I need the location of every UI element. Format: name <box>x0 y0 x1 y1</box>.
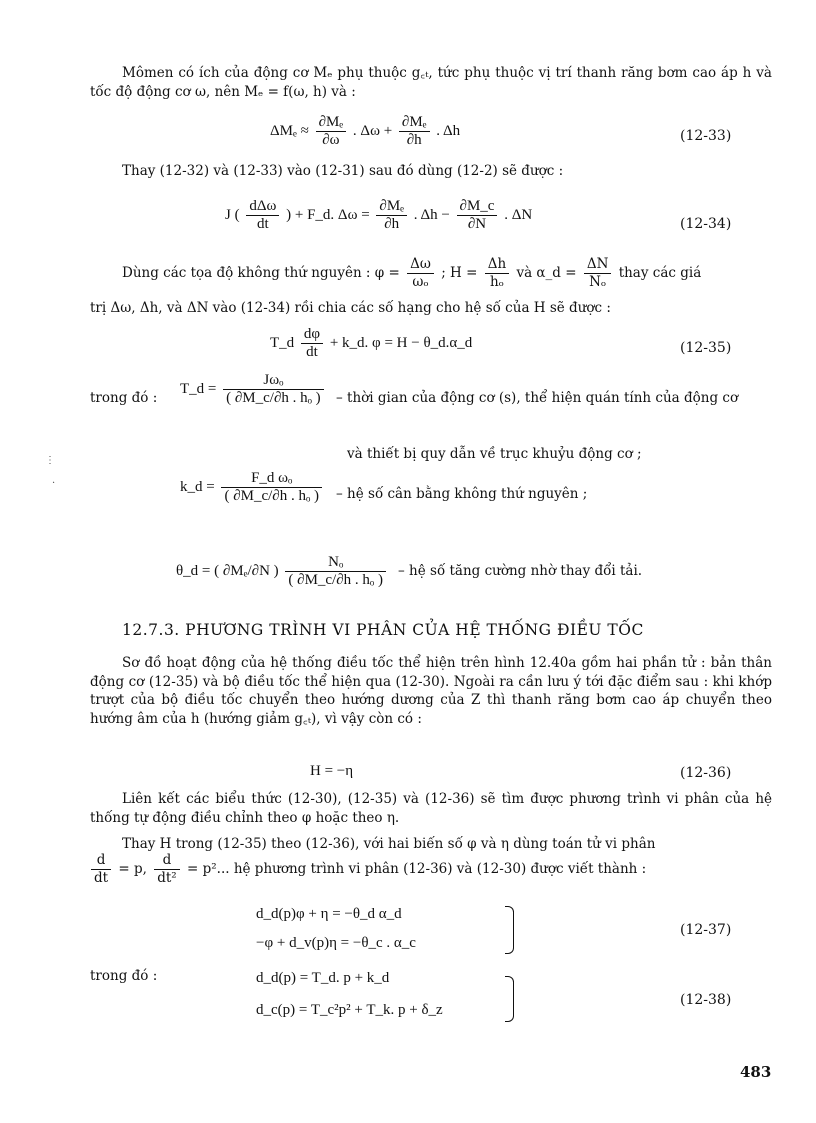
scan-speck: ⋮ <box>45 455 55 466</box>
eq34-frac2-den: ∂h <box>384 216 400 232</box>
theta-description: – hệ số tăng cường nhờ thay đổi tải. <box>398 563 643 579</box>
equation-number-12-35: (12-35) <box>680 340 732 356</box>
eq35-frac-den: dt <box>306 344 318 360</box>
eq34-tail: . ΔN <box>504 206 533 223</box>
scan-speck: · <box>52 478 56 489</box>
p3-frac3-den: Nₒ <box>589 274 607 290</box>
equation-number-12-33: (12-33) <box>680 128 732 144</box>
p3-frac2-den: hₒ <box>489 274 504 290</box>
p3-frac2-num: Δh <box>485 256 509 274</box>
equation-12-33 <box>270 114 460 149</box>
section-heading: 12.7.3. PHƯƠNG TRÌNH VI PHÂN CỦA HỆ THỐNG ĐIỀU TỐC <box>122 621 644 639</box>
eq34-open: J ( <box>225 206 240 223</box>
brace-12-38 <box>505 976 514 1022</box>
p6-mid: = p, <box>118 861 147 877</box>
theta-den: ( ∂M_c/∂h . hₒ ) <box>288 572 383 588</box>
equation-number-12-36: (12-36) <box>680 765 732 781</box>
eq33-frac1-num: ∂Mₑ <box>316 114 347 132</box>
eq35-frac-num: dφ <box>301 326 323 344</box>
definition-theta-d <box>176 554 389 589</box>
eq33-mid: . Δω + <box>352 122 393 139</box>
eq35-lhs: T_d <box>270 334 295 351</box>
kd-description: – hệ số cân bằng không thứ nguyên ; <box>336 486 588 502</box>
kd-den: ( ∂M_c/∂h . hₒ ) <box>224 488 320 504</box>
intro-paragraph: Mômen có ích của động cơ Mₑ phụ thuộc g꜀ₜ, tức phụ thuộc vị trí thanh răng bơm cao áp h và tốc độ động cơ ω, nên Mₑ = f(ω, h) và : <box>90 65 772 100</box>
p3-frac3-num: ΔN <box>584 256 612 274</box>
eq34-close: ) + F_d. Δω = <box>286 206 370 223</box>
td-den: ( ∂M_c/∂h . hₒ ) <box>226 390 321 406</box>
eq34-frac1-num: dΔω <box>246 198 279 216</box>
equation-12-37-line1: d_d(p)φ + η = −θ_d α_d <box>256 906 402 922</box>
paragraph-link: Liên kết các biểu thức (12-30), (12-35) và (12-36) sẽ tìm được phương trình vi phân của hệ thống tự động điều chỉnh theo φ hoặc theo η. <box>90 791 772 826</box>
definition-kd <box>180 470 325 505</box>
equation-12-35 <box>270 326 472 361</box>
eq34-frac3-num: ∂M_c <box>457 198 498 216</box>
eq33-frac1-den: ∂ω <box>322 132 340 148</box>
p3-text-b: ; H = <box>441 265 478 281</box>
eq33-tail: . Δh <box>436 122 461 139</box>
p6-tail: = p²... hệ phương trình vi phân (12-36) và (12-30) được viết thành : <box>187 861 647 877</box>
p3-text-c: và α_d = <box>516 265 577 281</box>
eq35-rhs: + k_d. φ = H − θ_d.α_d <box>329 334 473 351</box>
p3-text-a: Dùng các tọa độ không thứ nguyên : φ = <box>122 265 400 281</box>
p3-frac1-num: Δω <box>407 256 434 274</box>
eq38-label: trong đó : <box>90 968 158 984</box>
page-number: 483 <box>740 1063 772 1081</box>
kd-lhs: k_d = <box>180 478 215 495</box>
definition-td <box>180 372 327 407</box>
eq34-frac2-num: ∂Mₑ <box>376 198 407 216</box>
td-description: – thời gian của động cơ (s), thể hiện quán tính của động cơ <box>336 390 739 406</box>
eq33-frac2-num: ∂Mₑ <box>399 114 430 132</box>
paragraph-operator-line1: Thay H trong (12-35) theo (12-36), với hai biến số φ và η dùng toán tử vi phân <box>122 836 656 852</box>
paragraph-dimensionless-line2: trị Δω, Δh, và ΔN vào (12-34) rồi chia các số hạng cho hệ số của H sẽ được : <box>90 300 611 316</box>
eq33-lhs: ΔMₑ ≈ <box>270 122 309 139</box>
p6-frac2-den: dt² <box>157 870 177 886</box>
equation-12-36: H = −η <box>310 763 354 779</box>
p3-text-d: thay các giá <box>618 265 702 281</box>
paragraph-operator-line2 <box>88 852 646 887</box>
td-description-line2: và thiết bị quy dẫn về trục khuỷu động cơ ; <box>347 446 642 462</box>
td-num: Jωₒ <box>223 372 324 390</box>
p6-frac2-num: d <box>154 852 179 870</box>
eq34-frac1-den: dt <box>257 216 269 232</box>
kd-num: F_d ωₒ <box>221 470 322 488</box>
theta-num: Nₒ <box>285 554 386 572</box>
p6-frac1-num: d <box>91 852 111 870</box>
paragraph-operation: Sơ đồ hoạt động của hệ thống điều tốc thể hiện trên hình 12.40a gồm hai phần tử : bản thân động cơ (12-35) và bộ điều tốc thể hiện qua (12-30). Ngoài ra cần lưu ý tới đặc điểm sau : khi khớp trượt của bộ điều tốc chuyển theo hướng dương của Z thì thanh răng bơm cao áp chuyển theo hướng âm của h (hướng giảm g꜀ₜ), vì vậy còn có : <box>90 655 772 727</box>
equation-number-12-38: (12-38) <box>680 992 732 1008</box>
equation-12-37-line2: −φ + d_v(p)η = −θ_c . α_c <box>256 935 416 951</box>
equation-12-34 <box>225 198 532 233</box>
brace-12-37 <box>505 906 514 954</box>
td-lhs: T_d = <box>180 380 217 397</box>
paragraph-substitution: Thay (12-32) và (12-33) vào (12-31) sau đó dùng (12-2) sẽ được : <box>122 163 564 179</box>
paragraph-dimensionless <box>122 256 701 291</box>
eq34-mid: . Δh − <box>413 206 450 223</box>
equation-number-12-37: (12-37) <box>680 922 732 938</box>
equation-12-38-line2: d_c(p) = T_c²p² + T_k. p + δ_z <box>256 1002 443 1018</box>
eq34-frac3-den: ∂N <box>467 216 487 232</box>
eq33-frac2-den: ∂h <box>406 132 422 148</box>
p3-frac1-den: ωₒ <box>412 274 429 290</box>
equation-12-38-line1: d_d(p) = T_d. p + k_d <box>256 970 390 986</box>
theta-lhs: θ_d = ( ∂Mₑ/∂N ) <box>176 562 279 579</box>
definitions-label: trong đó : <box>90 390 158 406</box>
p6-frac1-den: dt <box>94 870 109 886</box>
equation-number-12-34: (12-34) <box>680 216 732 232</box>
